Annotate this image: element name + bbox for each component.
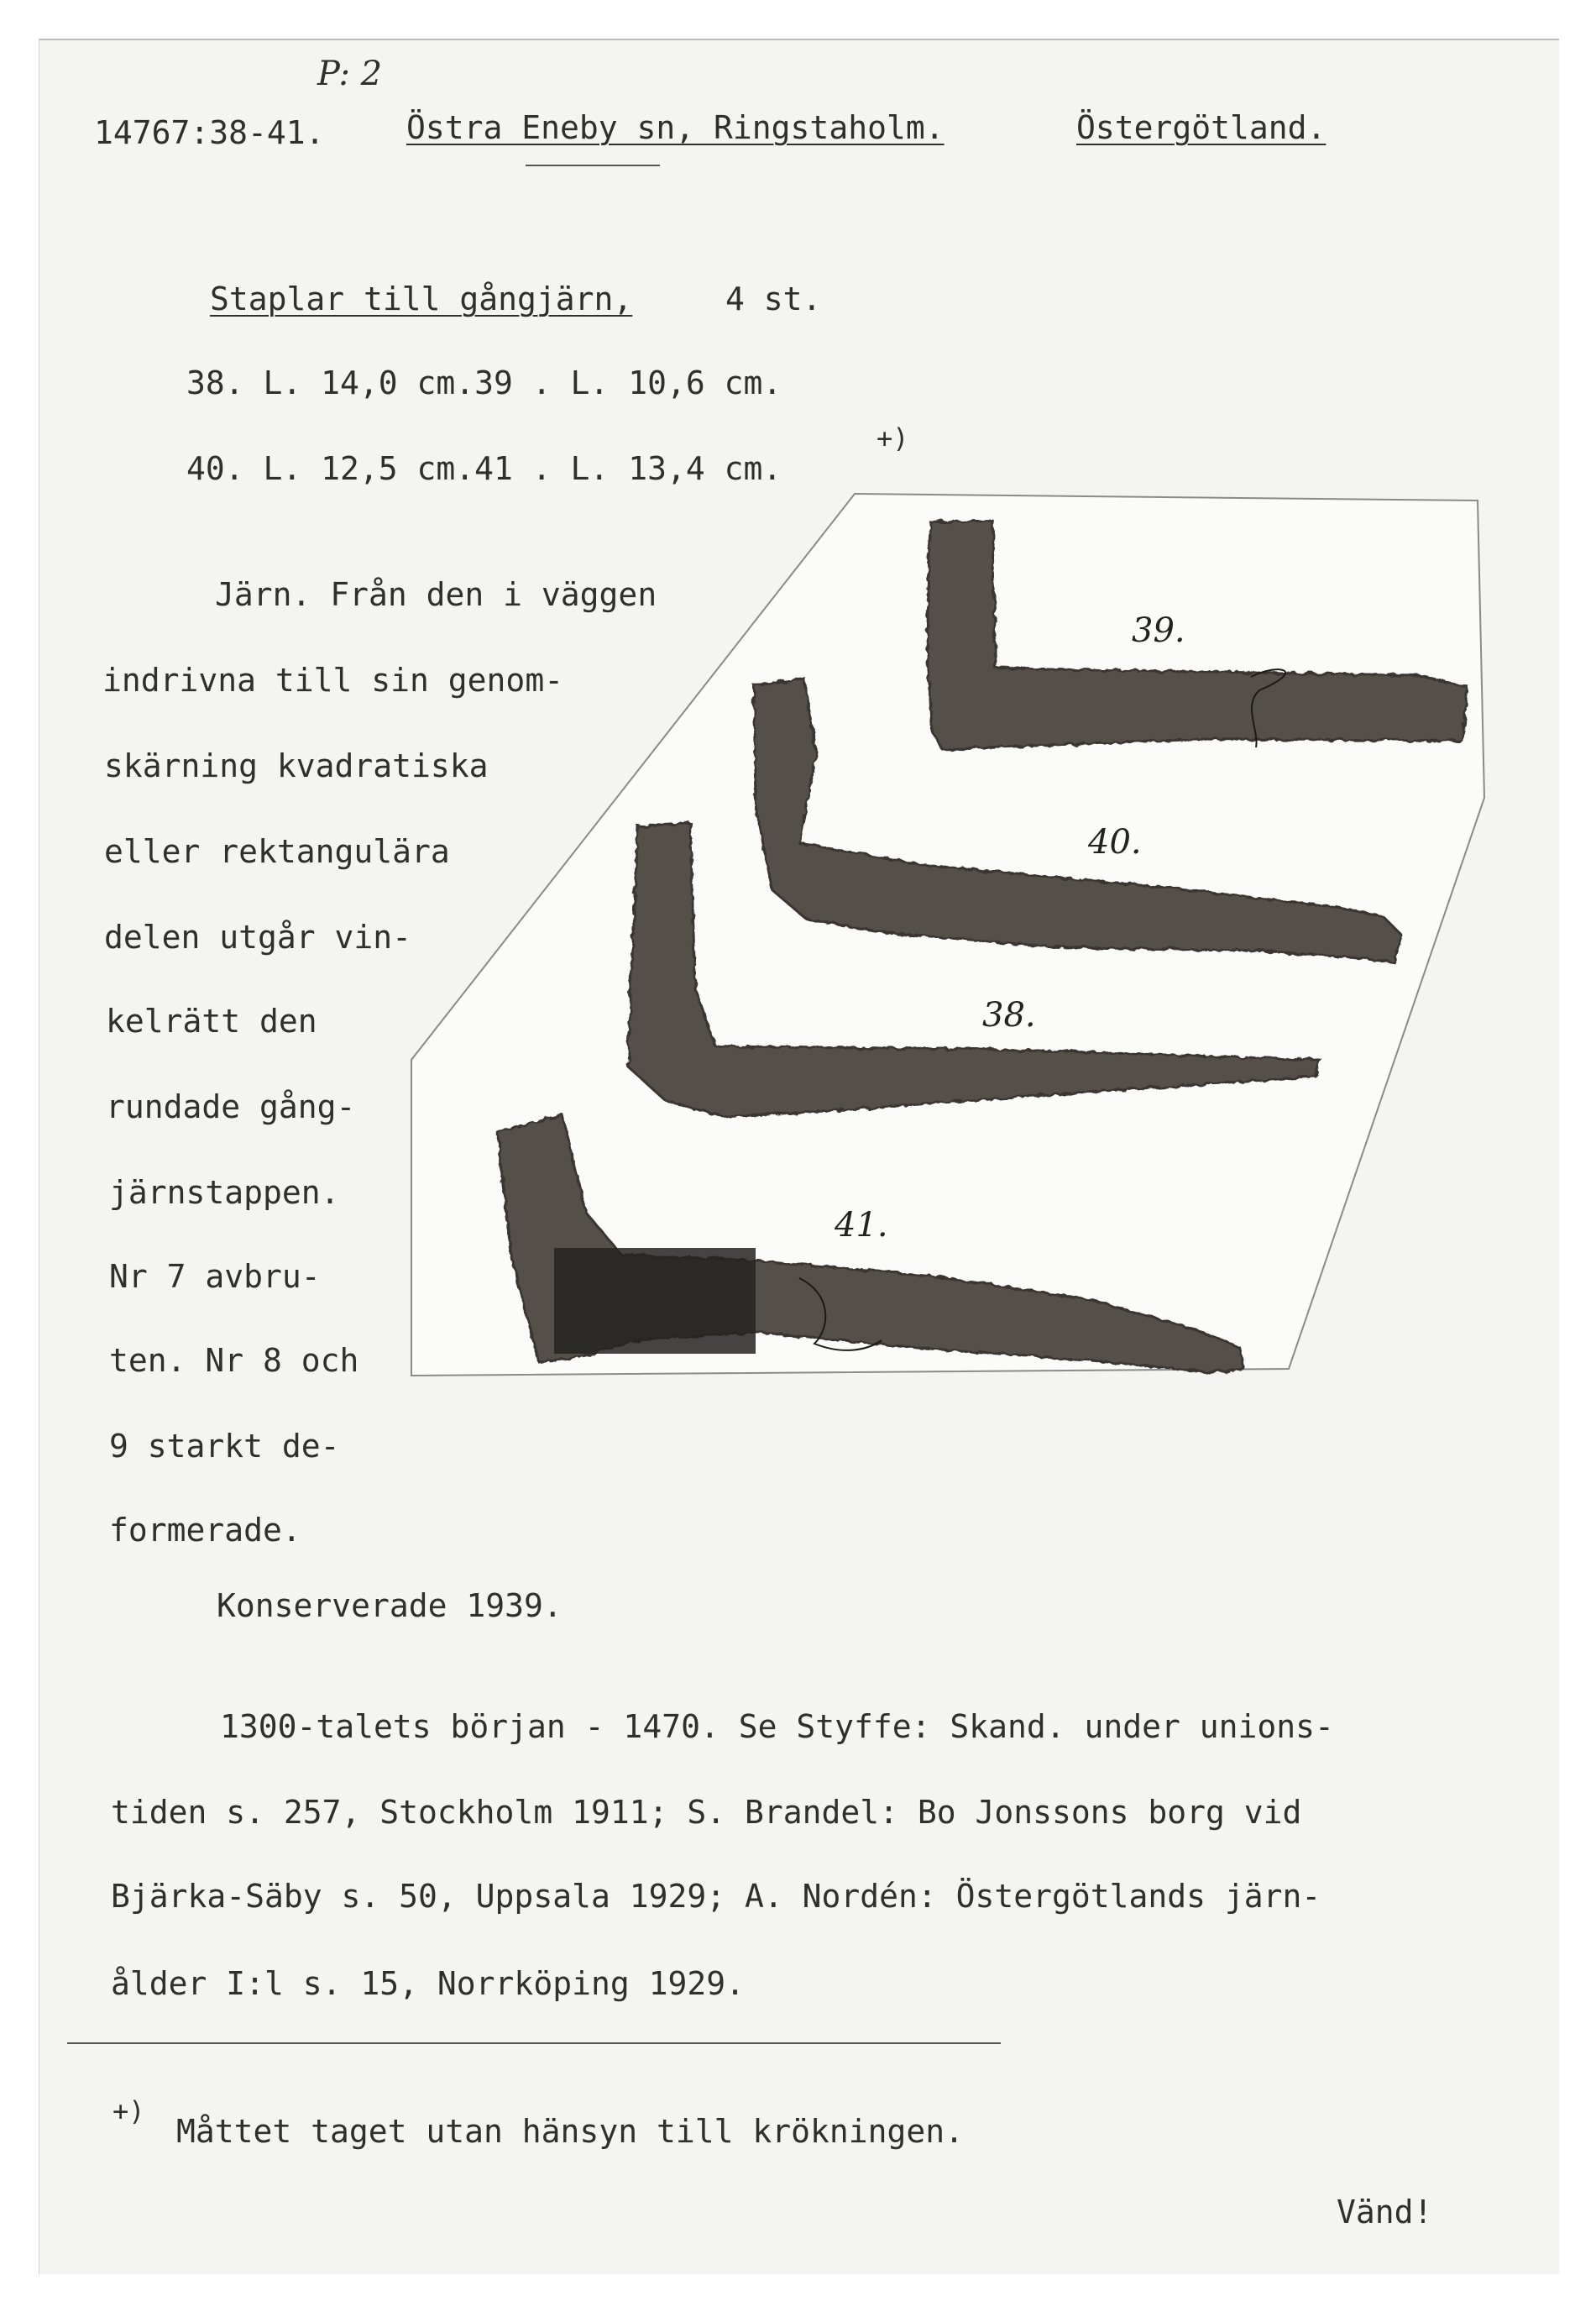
object-title: Staplar till gångjärn, <box>210 280 633 317</box>
footnote-marker: +) <box>113 2095 145 2127</box>
photo-label-39: 39. <box>1132 611 1185 650</box>
conservation-note: Konserverade 1939. <box>217 1587 563 1624</box>
description-line: skärning kvadratiska <box>104 747 489 784</box>
footnote-separator <box>67 2042 1001 2044</box>
measurement-line-2: 40. L. 12,5 cm.41 . L. 13,4 cm. <box>186 450 782 487</box>
pencil-mark: P: 2 <box>317 55 383 93</box>
description-line: eller rektangulära <box>104 833 450 870</box>
dating-line: ålder I:l s. 15, Norrköping 1929. <box>111 1965 745 2002</box>
description-line: rundade gång- <box>106 1088 356 1125</box>
description-line: formerade. <box>109 1512 301 1549</box>
description-line: Nr 7 avbru- <box>109 1258 321 1295</box>
object-count: 4 st. <box>725 280 822 317</box>
description-line: indrivna till sin genom- <box>102 662 564 699</box>
photo-label-40: 40. <box>1088 823 1142 862</box>
dating-line: 1300-talets början - 1470. Se Styffe: Skand. under unions- <box>220 1708 1334 1745</box>
description-line: ten. Nr 8 och <box>109 1342 359 1379</box>
inventory-number: 14767:38-41. <box>94 114 325 151</box>
photo-label-41: 41. <box>835 1206 888 1245</box>
province-name: Östergötland. <box>1076 109 1327 146</box>
measurement-line-1: 38. L. 14,0 cm.39 . L. 10,6 cm. <box>186 364 782 401</box>
place-name: Östra Eneby sn, Ringstaholm. <box>406 109 945 146</box>
description-line: 9 starkt de- <box>109 1428 340 1465</box>
place-underline-accent <box>526 165 660 166</box>
footnote-marker-ref: +) <box>876 422 909 454</box>
dating-line: tiden s. 257, Stockholm 1911; S. Brandel: Bo Jonssons borg vid <box>111 1794 1302 1831</box>
dating-line: Bjärka-Säby s. 50, Uppsala 1929; A. Nordén: Östergötlands järn- <box>111 1878 1321 1915</box>
description-line: järnstappen. <box>109 1174 340 1211</box>
photo-label-38: 38. <box>982 996 1036 1035</box>
description-line: Järn. Från den i väggen <box>215 576 657 613</box>
description-line: kelrätt den <box>106 1003 317 1040</box>
footnote-text: Måttet taget utan hänsyn till krökningen. <box>176 2113 964 2150</box>
turn-over-note: Vänd! <box>1337 2194 1433 2230</box>
description-line: delen utgår vin- <box>104 919 412 956</box>
